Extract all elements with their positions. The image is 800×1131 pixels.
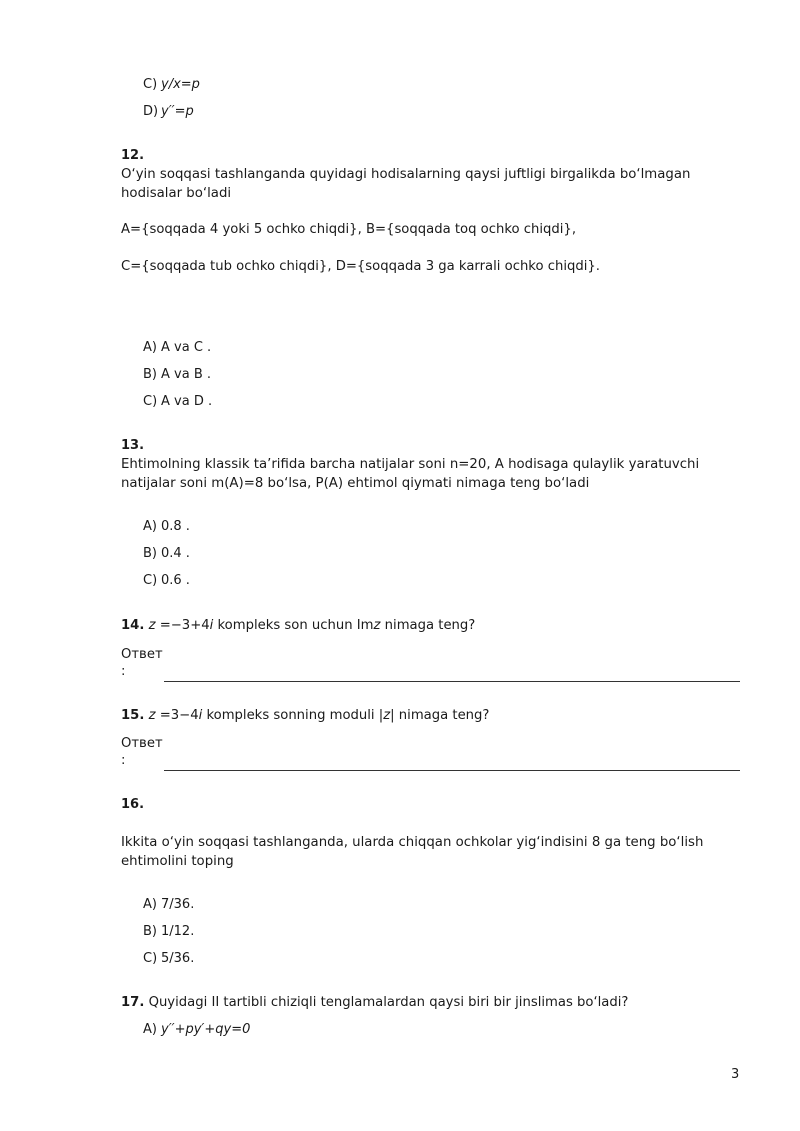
question-number-12: 12. xyxy=(121,148,145,163)
option-text: 0.4 . xyxy=(161,546,190,561)
question-text-17-body: Quyidagi II tartibli chiziqli tenglamalardan qaysi biri bir jinslimas bo‘ladi? xyxy=(144,995,629,1010)
option-text: 5/36. xyxy=(161,951,195,966)
option-text: A va D . xyxy=(161,394,213,409)
option-text: 0.6 . xyxy=(161,573,190,588)
option-letter: B) xyxy=(143,367,157,382)
option-letter: A) xyxy=(143,340,157,355)
option-text: A va B . xyxy=(161,367,212,382)
option-letter: C) xyxy=(143,573,158,588)
q13-option-a[interactable] xyxy=(143,519,190,534)
math-text: =−3+4 xyxy=(155,618,210,633)
option-letter: C) xyxy=(143,394,158,409)
q13-option-b[interactable] xyxy=(143,546,190,561)
question-number-13: 13. xyxy=(121,438,145,453)
question-number-16: 16. xyxy=(121,797,145,812)
option-letter: D) xyxy=(143,104,159,119)
math-text: | nimaga teng? xyxy=(390,708,490,723)
q16-option-b[interactable] xyxy=(143,924,194,939)
math-text: =3−4 xyxy=(155,708,199,723)
option-letter: B) xyxy=(143,924,157,939)
question-number-14: 14. xyxy=(121,618,145,633)
option-text: A va C . xyxy=(161,340,212,355)
math-text: kompleks sonning moduli | xyxy=(202,708,384,723)
question-text-13: Ehtimolning klassik ta’rifida barcha natijalar soni n=20, A hodisaga qulaylik yaratuvchi natijalar soni m(A)=8 bo‘lsa, P(A) ehtimol qiymati nimaga teng bo‘ladi xyxy=(121,457,700,491)
q17-option-a[interactable] xyxy=(143,1022,250,1037)
question-12-line-2: C={soqqada tub ochko chiqdi}, D={soqqada 3 ga karrali ochko chiqdi}. xyxy=(121,259,600,274)
q16-option-a[interactable] xyxy=(143,897,194,912)
math-var: z xyxy=(148,708,156,723)
answer-colon-14: : xyxy=(121,664,126,679)
question-text-12: O‘yin soqqasi tashlanganda quyidagi hodisalarning qaysi juftligi birgalikda bo‘lmagan hodisalar bo‘ladi xyxy=(121,167,691,201)
option-text: 1/12. xyxy=(161,924,195,939)
question-text-17 xyxy=(121,993,628,1013)
option-text: 0.8 . xyxy=(161,519,190,534)
question-text-15 xyxy=(121,706,489,726)
option-letter: C) xyxy=(143,77,158,92)
option-letter: C) xyxy=(143,951,158,966)
answer-label-15: Ответ xyxy=(121,736,163,751)
option-text: y/x=p xyxy=(161,77,200,92)
option-text: y′′+py′+qy=0 xyxy=(161,1022,251,1037)
question-number-17: 17. xyxy=(121,995,145,1010)
math-var: z xyxy=(373,618,381,633)
option-text: y′′=p xyxy=(161,104,194,119)
q12-option-b[interactable] xyxy=(143,367,211,382)
option-letter: B) xyxy=(143,546,157,561)
math-text: kompleks son uchun Im xyxy=(213,618,374,633)
answer-line-14[interactable] xyxy=(164,681,740,682)
question-number-15: 15. xyxy=(121,708,145,723)
answer-colon-15: : xyxy=(121,753,126,768)
math-text: nimaga teng? xyxy=(380,618,476,633)
math-var: i xyxy=(198,708,203,723)
q13-option-c[interactable] xyxy=(143,573,190,588)
answer-label-14: Ответ xyxy=(121,647,163,662)
q12-option-c[interactable] xyxy=(143,394,212,409)
q16-option-c[interactable] xyxy=(143,951,194,966)
option-letter: A) xyxy=(143,1022,157,1037)
option-text: 7/36. xyxy=(161,897,195,912)
option-c[interactable] xyxy=(143,77,200,92)
option-letter: A) xyxy=(143,897,157,912)
math-var: z xyxy=(383,708,391,723)
page-number: 3 xyxy=(731,1067,740,1082)
math-var: z xyxy=(148,618,156,633)
math-var: i xyxy=(209,618,214,633)
q12-option-a[interactable] xyxy=(143,340,211,355)
question-12-line-1: A={soqqada 4 yoki 5 ochko chiqdi}, B={soqqada toq ochko chiqdi}, xyxy=(121,222,577,237)
option-d[interactable] xyxy=(143,104,194,119)
answer-line-15[interactable] xyxy=(164,770,740,771)
option-letter: A) xyxy=(143,519,157,534)
question-text-14 xyxy=(121,616,475,636)
question-text-16: Ikkita o‘yin soqqasi tashlanganda, ularda chiqqan ochkolar yig‘indisini 8 ga teng bo‘lish ehtimolini toping xyxy=(121,835,704,869)
